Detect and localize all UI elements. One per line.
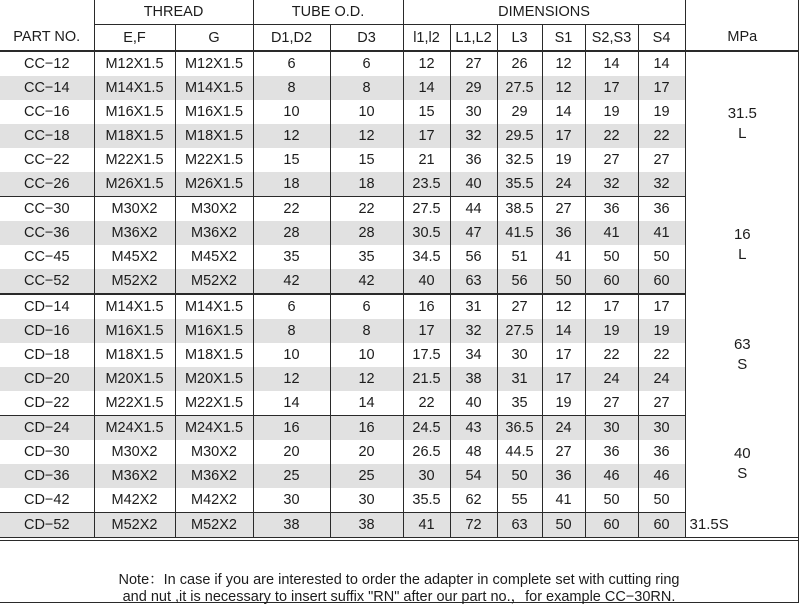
sub-header-d1d2: D1,D2 — [253, 25, 330, 52]
dim-l1l2-small-cell: 27.5 — [403, 197, 450, 222]
dim-l1l2-small-cell: 21 — [403, 148, 450, 172]
dim-l1l2-small-cell: 30 — [403, 464, 450, 488]
dim-l1l2-cell: 40 — [450, 172, 497, 197]
part-no-cell: CD−16 — [0, 319, 94, 343]
thread-ef-cell: M22X1.5 — [94, 148, 175, 172]
sub-header-ef: E,F — [94, 25, 175, 52]
dim-l1l2-small-cell: 22 — [403, 391, 450, 416]
thread-ef-cell: M12X1.5 — [94, 51, 175, 76]
dim-s2s3-cell: 32 — [585, 172, 638, 197]
dim-l1l2-small-cell: 41 — [403, 513, 450, 538]
tube-d1d2-cell: 8 — [253, 76, 330, 100]
tube-d1d2-cell: 20 — [253, 440, 330, 464]
dim-l1l2-cell: 40 — [450, 391, 497, 416]
part-no-cell: CC−36 — [0, 221, 94, 245]
dim-l1l2-cell: 43 — [450, 416, 497, 441]
table-row — [0, 76, 799, 100]
tube-d1d2-cell: 38 — [253, 513, 330, 538]
dim-s1-cell: 14 — [542, 319, 585, 343]
dim-s4-cell: 22 — [638, 343, 685, 367]
pressure-value: 40 — [733, 445, 751, 462]
dim-s2s3-cell: 27 — [585, 148, 638, 172]
table-right-border — [798, 0, 799, 540]
sub-header-l1l2: L1,L2 — [450, 25, 497, 52]
tube-d3-cell: 22 — [330, 197, 403, 222]
table-row — [0, 197, 799, 222]
pressure-series: L — [738, 125, 747, 143]
dim-s4-cell: 30 — [638, 416, 685, 441]
dim-l3-cell: 31 — [497, 367, 542, 391]
tube-d3-cell: 12 — [330, 367, 403, 391]
dim-l3-cell: 56 — [497, 269, 542, 294]
dim-s2s3-cell: 50 — [585, 245, 638, 269]
dim-s1-cell: 41 — [542, 245, 585, 269]
part-no-cell: CD−22 — [0, 391, 94, 416]
dim-l3-cell: 35 — [497, 391, 542, 416]
tube-d1d2-cell: 16 — [253, 416, 330, 441]
pressure-series: L — [738, 246, 747, 264]
dim-s2s3-cell: 22 — [585, 124, 638, 148]
tube-d1d2-cell: 28 — [253, 221, 330, 245]
tube-d3-cell: 28 — [330, 221, 403, 245]
thread-g-cell: M36X2 — [175, 221, 253, 245]
part-no-cell: CC−26 — [0, 172, 94, 197]
dim-l1l2-cell: 32 — [450, 124, 497, 148]
mpa-header: MPa — [685, 25, 799, 52]
dim-l1l2-small-cell: 40 — [403, 269, 450, 294]
sub-header-l3: L3 — [497, 25, 542, 52]
thread-g-cell: M24X1.5 — [175, 416, 253, 441]
dim-s2s3-cell: 46 — [585, 464, 638, 488]
dim-l1l2-small-cell: 21.5 — [403, 367, 450, 391]
pressure-series: S — [718, 515, 729, 533]
table-row — [0, 440, 799, 464]
table-row — [0, 488, 799, 513]
table-row — [0, 294, 799, 319]
tube-d1d2-cell: 15 — [253, 148, 330, 172]
dim-s2s3-cell: 19 — [585, 319, 638, 343]
dim-l1l2-small-cell: 23.5 — [403, 172, 450, 197]
dim-l1l2-cell: 27 — [450, 51, 497, 76]
tube-d3-cell: 42 — [330, 269, 403, 294]
pressure-value: 16 — [733, 226, 751, 244]
dim-l3-cell: 63 — [497, 513, 542, 538]
part-no-cell: CD−52 — [0, 513, 94, 538]
dim-s1-cell: 27 — [542, 197, 585, 222]
tube-d1d2-cell: 18 — [253, 172, 330, 197]
dim-s4-cell: 60 — [638, 513, 685, 538]
table-row — [0, 513, 799, 538]
tube-d1d2-cell: 10 — [253, 100, 330, 124]
part-no-cell: CD−42 — [0, 488, 94, 513]
thread-g-cell: M42X2 — [175, 488, 253, 513]
dim-s4-cell: 17 — [638, 294, 685, 319]
table-row — [0, 221, 799, 245]
note-box — [0, 540, 799, 603]
dim-l3-cell: 26 — [497, 51, 542, 76]
pressure-rating-cell — [685, 416, 799, 513]
part-no-cell: CC−45 — [23, 249, 70, 265]
dim-s1-cell: 14 — [542, 100, 585, 124]
thread-g-cell: M30X2 — [175, 440, 253, 464]
dim-s1-cell: 17 — [542, 367, 585, 391]
dim-l1l2-cell: 72 — [450, 513, 497, 538]
table-row — [0, 51, 799, 76]
tube-d3-cell: 16 — [330, 416, 403, 441]
thread-g-cell: M14X1.5 — [175, 294, 253, 319]
dim-l3-cell: 44.5 — [497, 440, 542, 464]
tube-d1d2-cell: 6 — [253, 294, 330, 319]
tube-d3-cell: 25 — [330, 464, 403, 488]
dim-s4-cell: 22 — [638, 124, 685, 148]
table-row — [0, 245, 799, 269]
dim-s2s3-cell: 22 — [585, 343, 638, 367]
thread-ef-cell: M18X1.5 — [94, 124, 175, 148]
dim-l1l2-cell: 63 — [450, 269, 497, 294]
thread-ef-cell: M24X1.5 — [94, 416, 175, 441]
dim-l1l2-cell: 29 — [450, 76, 497, 100]
dim-s2s3-cell: 30 — [585, 416, 638, 441]
dim-s1-cell: 12 — [542, 76, 585, 100]
tube-d1d2-cell: 12 — [253, 124, 330, 148]
dim-l1l2-cell: 38 — [450, 367, 497, 391]
dim-l3-cell: 29.5 — [497, 124, 542, 148]
dim-l1l2-cell: 30 — [450, 100, 497, 124]
dim-s4-cell: 41 — [638, 221, 685, 245]
dim-s2s3-cell: 36 — [585, 440, 638, 464]
dim-l3-cell: 27.5 — [497, 319, 542, 343]
dim-l1l2-cell: 62 — [450, 488, 497, 513]
dim-l1l2-small-cell: 17 — [403, 124, 450, 148]
pressure-series: S — [737, 355, 748, 373]
thread-header: THREAD — [94, 0, 253, 25]
dim-s4-cell: 50 — [638, 245, 685, 269]
table-row — [0, 148, 799, 172]
sub-header-s2s3: S2,S3 — [585, 25, 638, 52]
dim-l3-cell: 35.5 — [497, 172, 542, 197]
dim-s4-cell: 50 — [638, 488, 685, 513]
dim-s2s3-cell: 41 — [585, 221, 638, 245]
dim-s1-cell: 19 — [542, 148, 585, 172]
thread-g-cell: M18X1.5 — [175, 343, 253, 367]
dim-l3-cell: 55 — [497, 488, 542, 513]
sub-header-s4: S4 — [638, 25, 685, 52]
part-no-cell: CD−18 — [23, 347, 70, 363]
dim-s2s3-cell: 24 — [585, 367, 638, 391]
dim-s4-cell: 27 — [638, 391, 685, 416]
dim-l3-cell: 27 — [497, 294, 542, 319]
dim-s1-cell: 19 — [542, 391, 585, 416]
dim-l1l2-cell: 44 — [450, 197, 497, 222]
tube-d3-cell: 8 — [330, 319, 403, 343]
dim-l1l2-cell: 48 — [450, 440, 497, 464]
part-no-cell: CD−14 — [23, 299, 70, 315]
thread-g-cell: M52X2 — [175, 269, 253, 294]
dim-s4-cell: 32 — [638, 172, 685, 197]
dim-s4-cell: 27 — [638, 148, 685, 172]
table-row — [0, 319, 799, 343]
note-line-1: Note：In case if you are interested to order the adapter in complete set with cutting ring — [118, 572, 680, 588]
tube-d3-cell: 12 — [330, 124, 403, 148]
table-row — [0, 391, 799, 416]
dim-s1-cell: 24 — [542, 172, 585, 197]
part-no-cell: CC−52 — [0, 269, 94, 294]
dim-l1l2-small-cell: 17 — [403, 319, 450, 343]
table-row — [0, 343, 799, 367]
tube-d1d2-cell: 8 — [253, 319, 330, 343]
thread-ef-cell: M14X1.5 — [94, 294, 175, 319]
part-no-header: PART NO. — [0, 25, 94, 52]
thread-ef-cell: M45X2 — [94, 245, 175, 269]
dim-s1-cell: 24 — [542, 416, 585, 441]
pressure-value: 31.5 — [727, 105, 757, 123]
tube-d3-cell: 10 — [330, 100, 403, 124]
part-no-cell: CD−36 — [0, 464, 94, 488]
sub-header-s1: S1 — [542, 25, 585, 52]
dim-s4-cell: 60 — [638, 269, 685, 294]
dim-s2s3-cell: 17 — [585, 76, 638, 100]
tube-d1d2-cell: 10 — [253, 343, 330, 367]
dim-s4-cell: 36 — [638, 440, 685, 464]
part-no-cell: CC−12 — [23, 56, 70, 72]
thread-g-cell: M26X1.5 — [175, 172, 253, 197]
pressure-rating-cell — [685, 294, 799, 416]
dim-s4-cell: 36 — [638, 197, 685, 222]
dim-l1l2-small-cell: 26.5 — [403, 440, 450, 464]
thread-ef-cell: M42X2 — [94, 488, 175, 513]
dimensions-header: DIMENSIONS — [403, 0, 685, 25]
dim-l3-cell: 32.5 — [497, 148, 542, 172]
dim-s4-cell: 24 — [638, 367, 685, 391]
dim-l1l2-cell: 54 — [450, 464, 497, 488]
tube-d3-cell: 20 — [330, 440, 403, 464]
tube-d1d2-cell: 22 — [253, 197, 330, 222]
part-no-header-top — [0, 0, 94, 25]
part-no-cell: CD−20 — [0, 367, 94, 391]
part-no-cell: CC−16 — [23, 104, 70, 120]
dim-l1l2-small-cell: 30.5 — [403, 221, 450, 245]
dim-l1l2-cell: 32 — [450, 319, 497, 343]
table-row — [0, 124, 799, 148]
dim-s4-cell: 17 — [638, 76, 685, 100]
table-row — [0, 172, 799, 197]
dim-s1-cell: 36 — [542, 221, 585, 245]
thread-g-cell: M22X1.5 — [175, 148, 253, 172]
thread-g-cell: M30X2 — [175, 197, 253, 222]
dim-l1l2-cell: 34 — [450, 343, 497, 367]
dim-s1-cell: 36 — [542, 464, 585, 488]
dim-l1l2-cell: 36 — [450, 148, 497, 172]
dim-l3-cell: 36.5 — [497, 416, 542, 441]
dim-s2s3-cell: 60 — [585, 269, 638, 294]
thread-g-cell: M14X1.5 — [175, 76, 253, 100]
header-row-sub — [0, 25, 799, 52]
dim-s1-cell: 41 — [542, 488, 585, 513]
table-row — [0, 464, 799, 488]
dim-l1l2-small-cell: 15 — [403, 100, 450, 124]
table-row — [0, 269, 799, 294]
sub-header-g: G — [175, 25, 253, 52]
dim-s2s3-cell: 50 — [585, 488, 638, 513]
sub-header-l1l2-small: l1,l2 — [403, 25, 450, 52]
tube-d1d2-cell: 6 — [253, 51, 330, 76]
pressure-rating-cell — [685, 513, 799, 538]
part-no-cell: CC−22 — [23, 152, 70, 168]
thread-ef-cell: M36X2 — [94, 221, 175, 245]
dim-s2s3-cell: 27 — [585, 391, 638, 416]
tube-d1d2-cell: 42 — [253, 269, 330, 294]
dim-l1l2-small-cell: 34.5 — [403, 245, 450, 269]
dim-l1l2-small-cell: 24.5 — [403, 416, 450, 441]
tube-d3-cell: 14 — [330, 391, 403, 416]
pressure-rating-cell — [685, 197, 799, 295]
tube-d3-cell: 15 — [330, 148, 403, 172]
tube-d3-cell: 30 — [330, 488, 403, 513]
dim-s1-cell: 27 — [542, 440, 585, 464]
dim-l1l2-small-cell: 17.5 — [403, 343, 450, 367]
dim-l3-cell: 41.5 — [497, 221, 542, 245]
thread-ef-cell: M36X2 — [94, 464, 175, 488]
dim-l1l2-cell: 56 — [450, 245, 497, 269]
dim-s1-cell: 17 — [542, 343, 585, 367]
dim-s4-cell: 46 — [638, 464, 685, 488]
dim-l1l2-small-cell: 14 — [403, 76, 450, 100]
tube-d3-cell: 18 — [330, 172, 403, 197]
dim-s2s3-cell: 19 — [585, 100, 638, 124]
dim-l3-cell: 27.5 — [497, 76, 542, 100]
tube-d3-cell: 6 — [330, 294, 403, 319]
pressure-value: 63 — [733, 335, 751, 353]
dim-l1l2-small-cell: 12 — [403, 51, 450, 76]
dim-s2s3-cell: 17 — [585, 294, 638, 319]
dim-l3-cell: 51 — [497, 245, 542, 269]
dim-l3-cell: 30 — [497, 343, 542, 367]
dim-l1l2-cell: 47 — [450, 221, 497, 245]
thread-g-cell: M16X1.5 — [175, 319, 253, 343]
dim-s4-cell: 19 — [638, 100, 685, 124]
note-line-2: and nut ,it is necessary to insert suffix "RN" after our part no.，for example CC−30RN. — [122, 589, 676, 605]
dim-s1-cell: 50 — [542, 269, 585, 294]
tube-d1d2-cell: 14 — [253, 391, 330, 416]
thread-ef-cell: M26X1.5 — [94, 172, 175, 197]
tube-d3-cell: 8 — [330, 76, 403, 100]
part-no-cell: CD−24 — [0, 416, 94, 441]
mpa-header-top — [685, 0, 799, 25]
thread-ef-cell: M20X1.5 — [94, 367, 175, 391]
thread-g-cell: M20X1.5 — [175, 367, 253, 391]
dim-l1l2-cell: 31 — [450, 294, 497, 319]
tube-d1d2-cell: 25 — [253, 464, 330, 488]
tube-d1d2-cell: 12 — [253, 367, 330, 391]
part-no-cell: CC−30 — [23, 201, 70, 217]
header-row-top — [0, 0, 799, 25]
dim-s2s3-cell: 60 — [585, 513, 638, 538]
dim-l3-cell: 29 — [497, 100, 542, 124]
thread-ef-cell: M30X2 — [94, 440, 175, 464]
tube-d3-cell: 10 — [330, 343, 403, 367]
dim-s1-cell: 17 — [542, 124, 585, 148]
thread-ef-cell: M16X1.5 — [94, 319, 175, 343]
thread-ef-cell: M16X1.5 — [94, 100, 175, 124]
part-no-cell: CC−18 — [0, 124, 94, 148]
dim-s1-cell: 12 — [542, 294, 585, 319]
dim-l3-cell: 38.5 — [497, 197, 542, 222]
part-no-cell: CD−30 — [23, 444, 70, 460]
sub-header-d3: D3 — [330, 25, 403, 52]
thread-g-cell: M36X2 — [175, 464, 253, 488]
dim-s2s3-cell: 36 — [585, 197, 638, 222]
dim-s1-cell: 50 — [542, 513, 585, 538]
pressure-rating-cell — [685, 51, 799, 197]
thread-ef-cell: M14X1.5 — [94, 76, 175, 100]
thread-g-cell: M18X1.5 — [175, 124, 253, 148]
thread-g-cell: M16X1.5 — [175, 100, 253, 124]
pressure-value: 31.5 — [689, 515, 719, 533]
pressure-series: S — [737, 465, 748, 482]
dim-l3-cell: 50 — [497, 464, 542, 488]
thread-ef-cell: M52X2 — [94, 513, 175, 538]
tube-d3-cell: 35 — [330, 245, 403, 269]
tube-d1d2-cell: 30 — [253, 488, 330, 513]
part-no-cell: CC−14 — [0, 76, 94, 100]
thread-ef-cell: M22X1.5 — [94, 391, 175, 416]
thread-g-cell: M12X1.5 — [175, 51, 253, 76]
table-row — [0, 100, 799, 124]
tube-d1d2-cell: 35 — [253, 245, 330, 269]
dim-s2s3-cell: 14 — [585, 51, 638, 76]
dim-s4-cell: 14 — [638, 51, 685, 76]
thread-g-cell: M52X2 — [175, 513, 253, 538]
thread-ef-cell: M30X2 — [94, 197, 175, 222]
thread-ef-cell: M52X2 — [94, 269, 175, 294]
tube-d3-cell: 38 — [330, 513, 403, 538]
tube-od-header: TUBE O.D. — [253, 0, 403, 25]
dim-l1l2-small-cell: 16 — [403, 294, 450, 319]
dim-l1l2-small-cell: 35.5 — [403, 488, 450, 513]
tube-d3-cell: 6 — [330, 51, 403, 76]
table-row — [0, 367, 799, 391]
thread-g-cell: M45X2 — [175, 245, 253, 269]
table-row — [0, 416, 799, 441]
dim-s1-cell: 12 — [542, 51, 585, 76]
thread-ef-cell: M18X1.5 — [94, 343, 175, 367]
thread-g-cell: M22X1.5 — [175, 391, 253, 416]
dim-s4-cell: 19 — [638, 319, 685, 343]
